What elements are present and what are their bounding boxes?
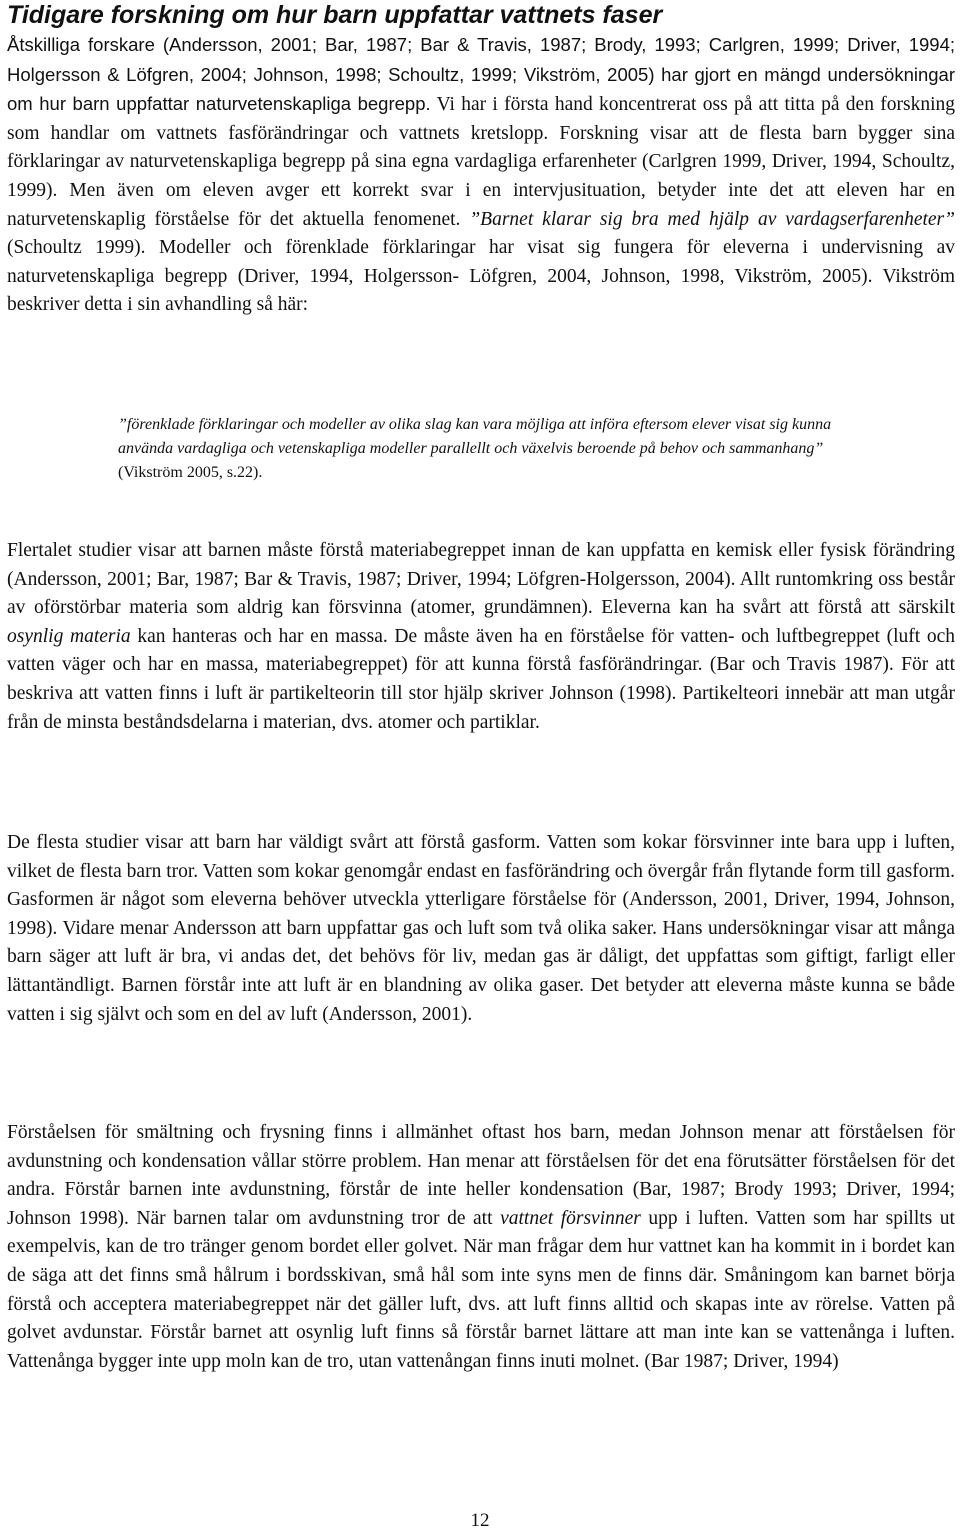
paragraph-materia-b: kan hanteras och har en massa. De måste även ha en förståelse för vatten- och luftbegreppet (luft och vatten väger och har en massa, materiabegreppet) för att kunna förstå fasförändringar. (Bar och Travis 1987). För att beskriva att vatten finns i luft är partikelteorin till stor hjälp skriver Johnson (1998). Partikelteori innebär att man utgår från de minsta beståndsdelarna i materian, dvs. atomer och partiklar. (7, 625, 955, 733)
paragraph-avdunstning-italic: vattnet försvinner (500, 1207, 641, 1229)
paragraph-materia (7, 537, 955, 737)
block-quote-citation: (Vikström 2005, s.22). (118, 464, 263, 481)
paragraph-materia-italic: osynlig materia (7, 625, 131, 647)
page-number: 12 (470, 1510, 490, 1531)
paragraph-avdunstning (7, 1119, 955, 1376)
paragraph-avdunstning-b: upp i luften. Vatten som har spillts ut exempelvis, kan de tro tränger genom bordet eller golvet. När man frågar dem hur vattnet kan ha kommit in i bordet kan de säga att det finns små hålrum i bordsskivan, små hål som inte syns men de finns där. Småningom kan barnet börja förstå och acceptera materiabegreppet när det gäller luft, dvs. att luft finns alltid och skapas inte av rörelse. Vatten på golvet avdunstar. Förstår barnet att osynlig luft finns så förstår barnet lättare att man inte kan se vattenånga i luften. Vattenånga bygger inte upp moln kan de tro, utan vattenångan finns inuti molnet. (Bar 1987; Driver, 1994) (7, 1207, 955, 1372)
paragraph-intro-serif-a: Vi har i första hand koncentrerat oss på att titta på den forskning som handlar om vattnets fasförändringar och vattnets kretslopp. Forskning visar att de flesta barn bygger sina förklaringar av naturvetenskapliga begrepp på sina egna vardagliga erfarenheter (Carlgren 1999, Driver, 1994, Schoultz, 1999). Men även om eleven avger ett korrekt svar i en intervjusituation, betyder inte det att eleven har en naturvetenskaplig förståelse för det aktuella fenomenet. (7, 94, 955, 230)
section-heading: Tidigare forskning om hur barn uppfattar vattnets faser (7, 1, 663, 29)
paragraph-gasform: De flesta studier visar att barn har väldigt svårt att förstå gasform. Vatten som kokar försvinner inte bara upp i luften, vilket de flesta barn tror. Vatten som kokar genomgår endast en fasförändring och övergår från flytande form till gasform. Gasformen är något som eleverna behöver utveckla ytterligare förståelse för (Andersson, 2001, Driver, 1994, Johnson, 1998). Vidare menar Andersson att barn uppfattar gas och luft som två olika saker. Hans undersökningar visar att många barn säger att luft är bra, vi andas det, det behövs för liv, medan gas är dåligt, det uppfattas som giftigt, farligt eller lättantändligt. Barnen förstår inte att luft är en blandning av olika gaser. Det betyder att eleverna måste kunna se både vatten i sig självt och som en del av luft (Andersson, 2001). (7, 832, 955, 1025)
paragraph-intro-serif-b: (Schoultz 1999). Modeller och förenklade förklaringar har visat sig fungera för eleverna i undervisning av naturvetenskapliga begrepp (Driver, 1994, Holgersson- Löfgren, 2004, Johnson, 1998, Vikström, 2005). Vikström beskriver detta i sin avhandling så här: (7, 237, 955, 316)
block-quote-text: ”förenklade förklaringar och modeller av olika slag kan vara möjliga att införa eftersom elever visat sig kunna använda vardagliga och vetenskapliga modeller parallellt och växelvis beroende på behov och sammanhang” (118, 416, 832, 457)
paragraph-intro-italic-quote: ”Barnet klarar sig bra med hjälp av vardagserfarenheter” (469, 208, 955, 230)
paragraph-avdunstning-a: Förståelsen för smältning och frysning finns i allmänhet oftast hos barn, medan Johnson menar att förståelsen för avdunstning och kondensation vållar större problem. Han menar att förståelsen för det ena förutsätter förståelsen för det andra. Förstår barnen inte avdunstning, förstår de inte heller kondensation (Bar, 1987; Brody 1993; Driver, 1994; Johnson 1998). När barnen talar om avdunstning tror de att (7, 1122, 955, 1229)
paragraph-intro (7, 31, 955, 320)
paragraph-materia-a: Flertalet studier visar att barnen måste förstå materiabegreppet innan de kan uppfatta en kemisk eller fysisk förändring (Andersson, 2001; Bar, 1987; Bar & Travis, 1987; Driver, 1994; Löfgren-Holgersson, 2004). Allt runtomkring oss består av oförstörbar materia som aldrig kan försvinna (atomer, grundämnen). Eleverna kan ha svårt att förstå att särskilt (7, 540, 955, 619)
paragraph-intro-sans-text: Åtskilliga forskare (Andersson, 2001; Bar, 1987; Bar & Travis, 1987; Brody, 1993; Carlgren, 1999; Driver, 1994; Holgersson & Löfgren, 2004; Johnson, 1998; Schoultz, 1999; Vikström, 2005) har gjort en mängd undersökningar om hur barn uppfattar naturvetenskapliga begrepp. (7, 34, 955, 115)
block-quote (118, 413, 838, 485)
